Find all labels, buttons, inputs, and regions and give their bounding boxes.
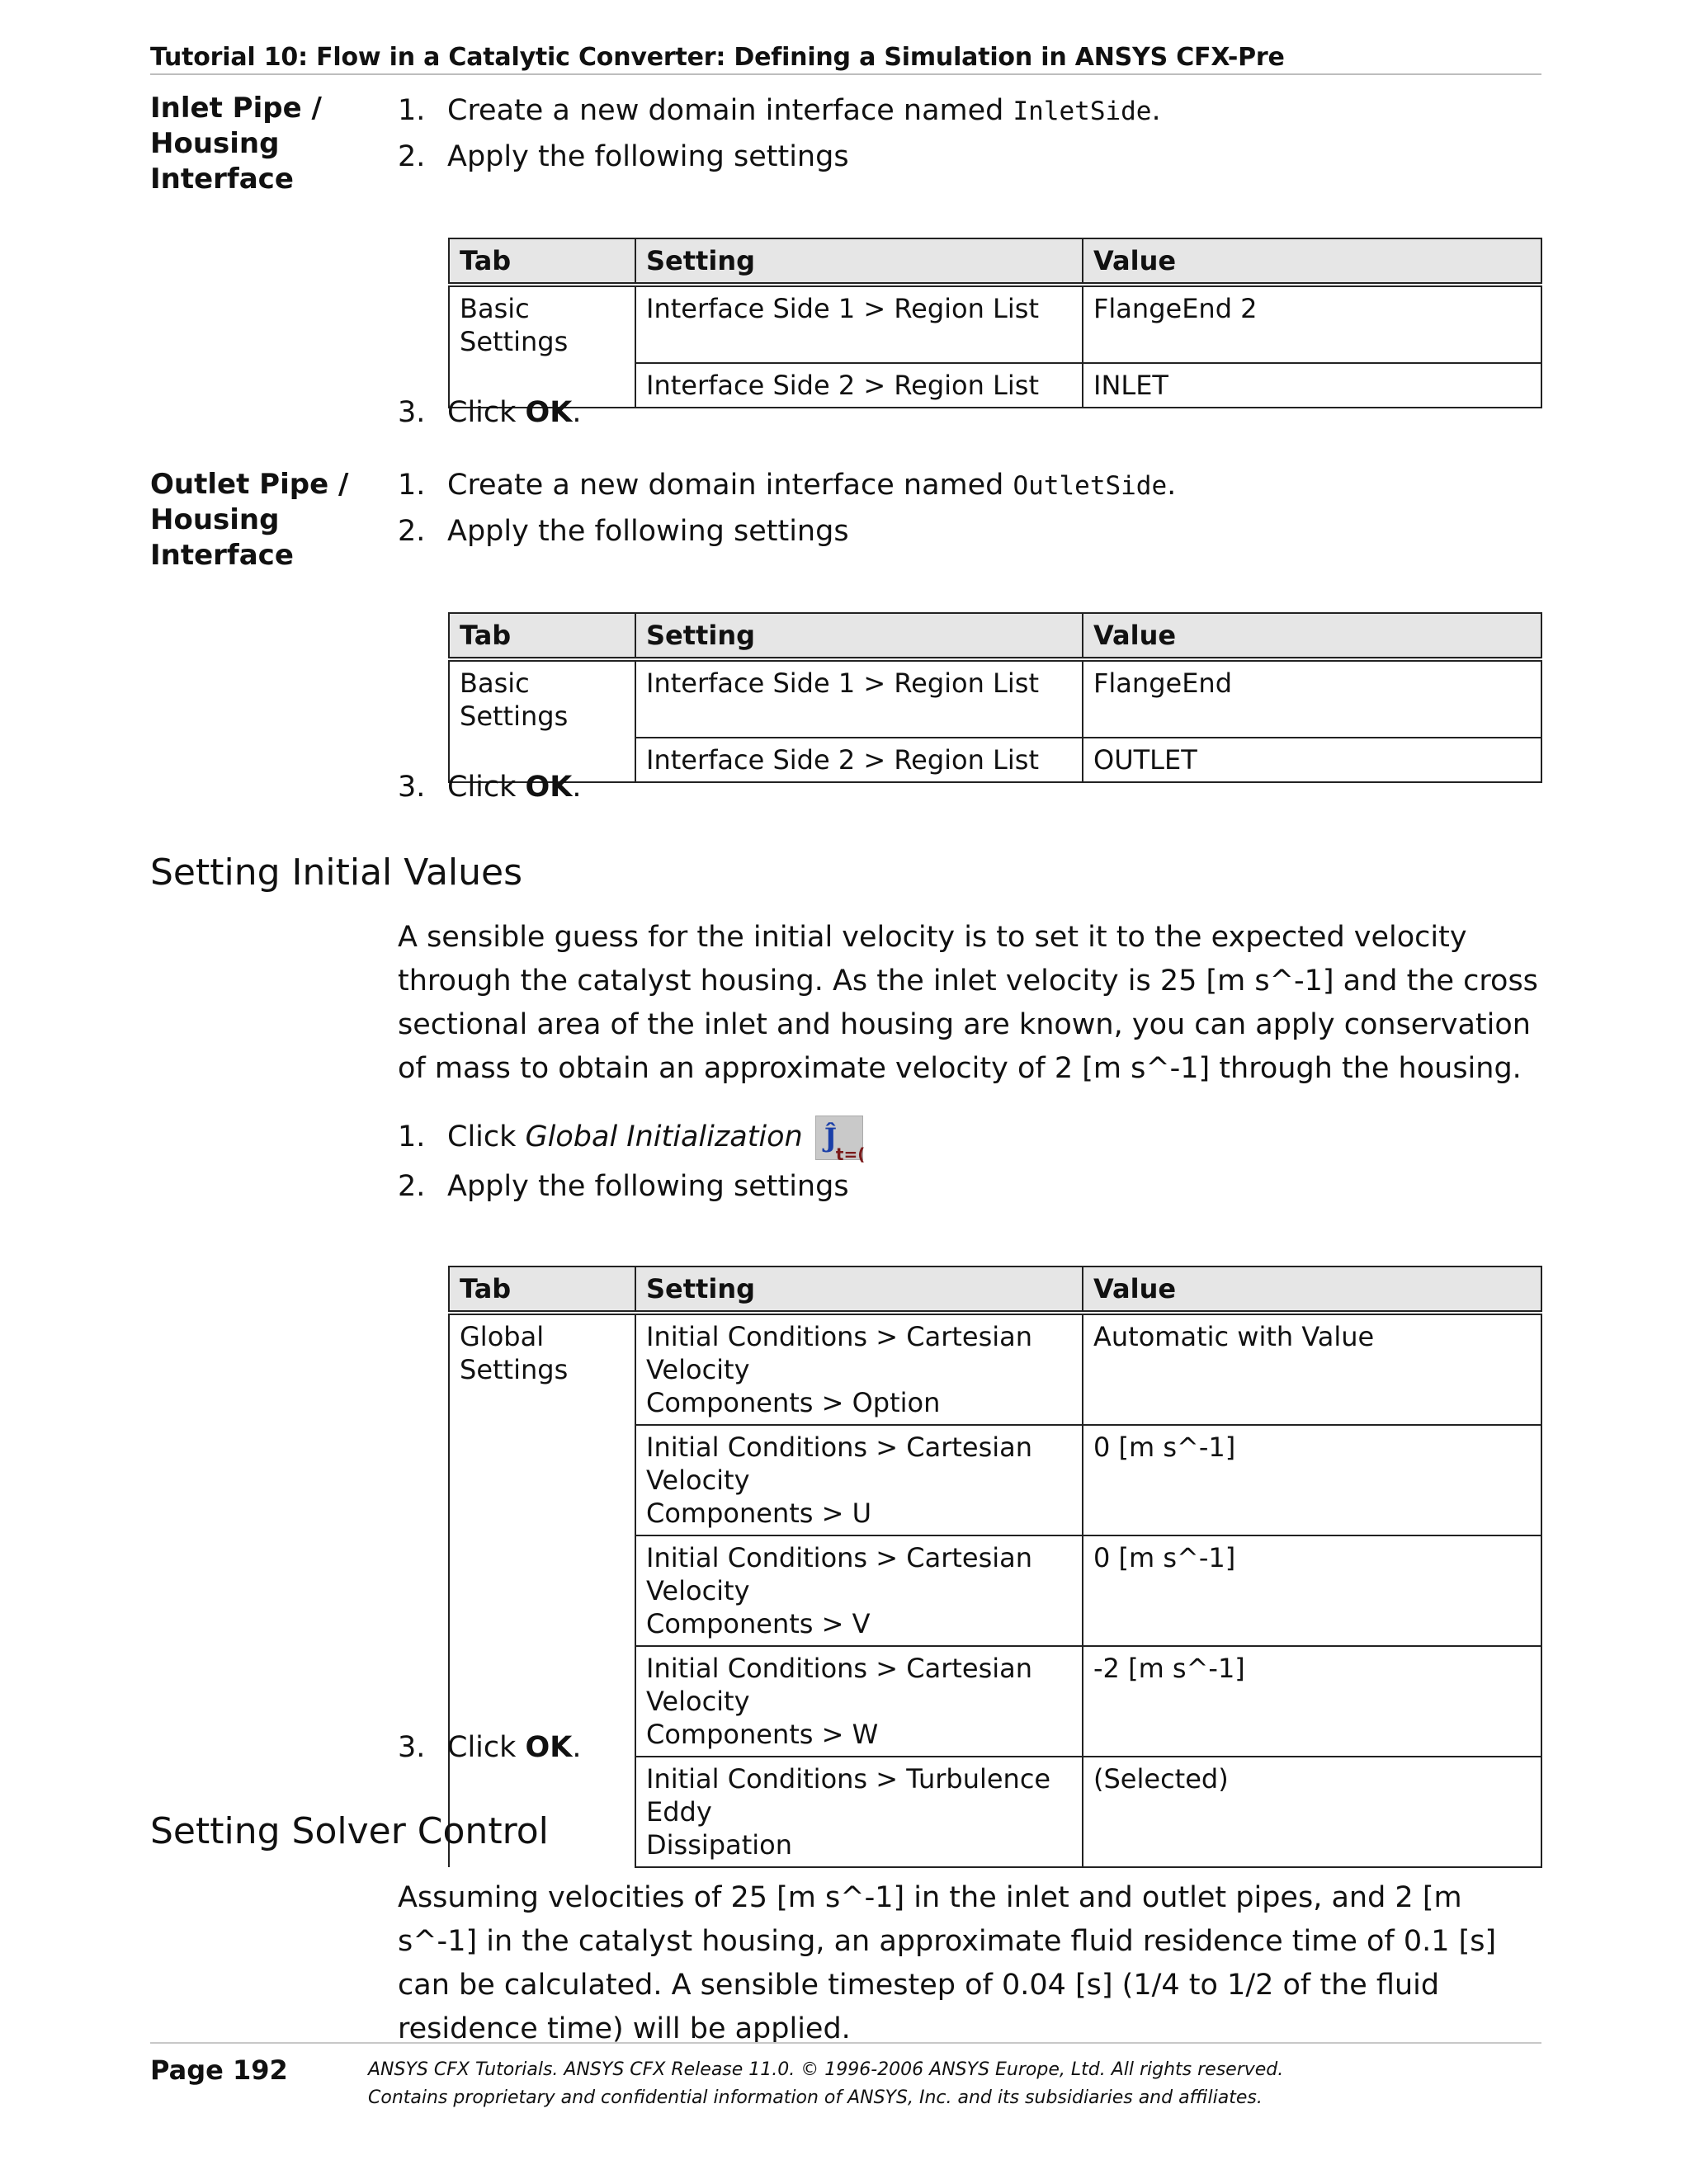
table-cell-value: -2 [m s^-1] bbox=[1083, 1646, 1541, 1757]
table-cell-value: (Selected) bbox=[1083, 1757, 1541, 1867]
step-text: Apply the following settings bbox=[447, 515, 849, 548]
side-line: Inlet Pipe / bbox=[150, 92, 322, 125]
table-cell-setting: Initial Conditions > Cartesian Velocity Components > V bbox=[635, 1535, 1083, 1646]
page-number: Page 192 bbox=[150, 2054, 288, 2086]
table-header: Setting bbox=[635, 1267, 1083, 1313]
table-cell-setting: Initial Conditions > Turbulence Eddy Dissipation bbox=[635, 1757, 1083, 1867]
table-row bbox=[449, 363, 1541, 408]
table-cell-setting: Initial Conditions > Cartesian Velocity Components > W bbox=[635, 1646, 1083, 1757]
global-initialization-icon[interactable]: Ĵ t=( bbox=[815, 1116, 863, 1160]
table-cell-setting: Interface Side 1 > Region List bbox=[635, 659, 1083, 738]
table-cell-setting: Interface Side 2 > Region List bbox=[635, 738, 1083, 782]
initial-step-1: 1. Click Global Initialization Ĵ t=( bbox=[398, 1116, 863, 1160]
table-cell-tab: Basic Settings bbox=[449, 285, 635, 363]
outlet-step-3: 3. Click OK. bbox=[398, 771, 582, 804]
outlet-side-heading bbox=[150, 467, 373, 573]
footer-divider bbox=[150, 2042, 1541, 2044]
table-header: Tab bbox=[449, 613, 635, 659]
page-header: Tutorial 10: Flow in a Catalytic Converter: Defining a Simulation in ANSYS CFX-Pre bbox=[150, 43, 1541, 75]
table-row bbox=[449, 1313, 1541, 1425]
table-cell-setting: Interface Side 1 > Region List bbox=[635, 285, 1083, 363]
outlet-step-2: 2. Apply the following settings bbox=[398, 515, 849, 548]
side-line: Interface bbox=[150, 163, 294, 196]
ok-label: OK bbox=[525, 771, 573, 804]
initial-step-2: 2. Apply the following settings bbox=[398, 1170, 849, 1203]
table-header-row bbox=[449, 238, 1541, 285]
footer-confidential: Contains proprietary and confidential information of ANSYS, Inc. and its subsidiaries and affiliates. bbox=[368, 2087, 1263, 2108]
inlet-step-2: 2. Apply the following settings bbox=[398, 140, 849, 173]
ok-label: OK bbox=[525, 396, 573, 429]
table-cell-setting: Initial Conditions > Cartesian Velocity Components > Option bbox=[635, 1313, 1083, 1425]
section-heading-initial-values: Setting Initial Values bbox=[150, 851, 523, 894]
global-initialization-label: Global Initialization bbox=[525, 1120, 803, 1153]
initial-step-3: 3. Click OK. bbox=[398, 1731, 582, 1764]
interface-name: InletSide bbox=[1013, 97, 1152, 126]
inlet-step-3: 3. Click OK. bbox=[398, 396, 582, 429]
step-text: Create a new domain interface named bbox=[447, 94, 1013, 127]
table-cell-value: FlangeEnd bbox=[1083, 659, 1541, 738]
table-header: Setting bbox=[635, 613, 1083, 659]
solver-control-paragraph: Assuming velocities of 25 [m s^-1] in the inlet and outlet pipes, and 2 [m s^-1] in the catalyst housing, an approximate fluid residence time of 0.1 [s] can be calculated. A sensible timestep of 0.04 [s] (1/4 to 1/2 of the fluid residence time) will be applied. bbox=[398, 1881, 1497, 2045]
table-cell-value: OUTLET bbox=[1083, 738, 1541, 782]
table-cell-value: INLET bbox=[1083, 363, 1541, 408]
ok-label: OK bbox=[525, 1731, 573, 1764]
table-cell-setting: Interface Side 2 > Region List bbox=[635, 363, 1083, 408]
outlet-step-1: 1. Create a new domain interface named OutletSide. bbox=[398, 469, 1177, 502]
footer-copyright: ANSYS CFX Tutorials. ANSYS CFX Release 11.0. © 1996-2006 ANSYS Europe, Ltd. All rights reserved. bbox=[368, 2059, 1284, 2080]
outlet-settings-table bbox=[448, 612, 1542, 783]
table-cell-tab: Global Settings bbox=[449, 1313, 635, 1867]
table-header: Setting bbox=[635, 238, 1083, 285]
table-header: Value bbox=[1083, 613, 1541, 659]
initial-settings-table bbox=[448, 1266, 1542, 1868]
interface-name: OutletSide bbox=[1013, 471, 1168, 501]
table-cell-value: FlangeEnd 2 bbox=[1083, 285, 1541, 363]
side-line: Outlet Pipe / bbox=[150, 468, 349, 501]
initial-values-paragraph: A sensible guess for the initial velocity is to set it to the expected velocity through the catalyst housing. As the inlet velocity is 25 [m s^-1] and the cross sectional area of the inlet and housing are known, you can apply conservation of mass to obtain an approximate velocity of 2 [m s^-1] through the housing. bbox=[398, 921, 1538, 1085]
table-header-row bbox=[449, 613, 1541, 659]
table-header: Value bbox=[1083, 1267, 1541, 1313]
inlet-side-heading bbox=[150, 91, 373, 197]
table-cell-setting: Initial Conditions > Cartesian Velocity Components > U bbox=[635, 1425, 1083, 1535]
step-text: Apply the following settings bbox=[447, 1170, 849, 1203]
table-row bbox=[449, 738, 1541, 782]
step-text: Apply the following settings bbox=[447, 140, 849, 173]
table-cell-value: 0 [m s^-1] bbox=[1083, 1535, 1541, 1646]
step-text: Create a new domain interface named bbox=[447, 469, 1013, 502]
table-header: Tab bbox=[449, 238, 635, 285]
table-header: Value bbox=[1083, 238, 1541, 285]
table-row bbox=[449, 285, 1541, 363]
side-line: Housing bbox=[150, 503, 280, 536]
table-cell-value: 0 [m s^-1] bbox=[1083, 1425, 1541, 1535]
table-header-row bbox=[449, 1267, 1541, 1313]
inlet-step-1: 1. Create a new domain interface named InletSide. bbox=[398, 94, 1161, 127]
table-header: Tab bbox=[449, 1267, 635, 1313]
section-heading-solver-control: Setting Solver Control bbox=[150, 1810, 549, 1852]
table-cell-value: Automatic with Value bbox=[1083, 1313, 1541, 1425]
side-line: Interface bbox=[150, 539, 294, 572]
side-line: Housing bbox=[150, 127, 280, 160]
table-row bbox=[449, 659, 1541, 738]
inlet-settings-table bbox=[448, 238, 1542, 408]
table-cell-tab: Basic Settings bbox=[449, 659, 635, 738]
